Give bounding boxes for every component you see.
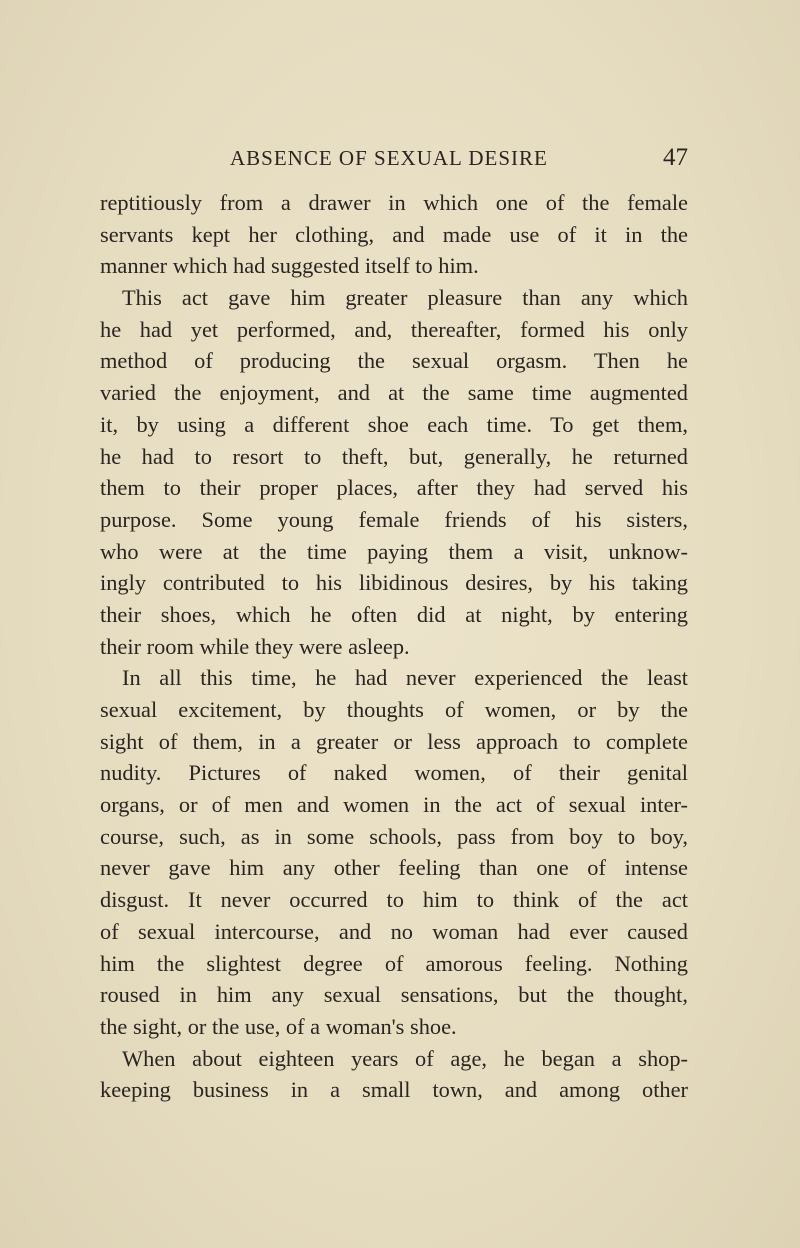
text-line: roused in him any sexual sensations, but the thought, bbox=[100, 982, 688, 1008]
text-line: reptitiously from a drawer in which one of the female bbox=[100, 190, 688, 215]
text-line: them to their proper places, after they had served his bbox=[100, 475, 688, 501]
text-line: This act gave him greater pleasure than any which bbox=[122, 285, 688, 311]
running-head: ABSENCE OF SEXUAL DESIRE bbox=[230, 146, 548, 170]
text-line: disgust. It never occurred to him to think of the act bbox=[100, 887, 688, 913]
text-line: nudity. Pictures of naked women, of their genital bbox=[100, 760, 688, 786]
page-header bbox=[100, 144, 688, 176]
text-line: the sight, or the use, of a woman's shoe. bbox=[100, 1013, 457, 1039]
page-number: 47 bbox=[663, 144, 688, 171]
text-line: he had yet performed, and, thereafter, formed his only bbox=[100, 316, 688, 342]
text-line: keeping business in a small town, and among other bbox=[100, 1077, 688, 1103]
text-line: him the slightest degree of amorous feeling. Nothing bbox=[100, 950, 688, 976]
text-line: organs, or of men and women in the act of sexual inter- bbox=[100, 792, 688, 818]
text-line: who were at the time paying them a visit, unknow- bbox=[100, 538, 688, 564]
text-line: course, such, as in some schools, pass from boy to boy, bbox=[100, 823, 688, 849]
text-line: In all this time, he had never experienced the least bbox=[122, 665, 688, 691]
text-line: servants kept her clothing, and made use of it in the bbox=[100, 221, 688, 247]
text-line: ingly contributed to his libidinous desires, by his taking bbox=[100, 570, 688, 596]
text-line: of sexual intercourse, and no woman had ever caused bbox=[100, 918, 688, 944]
text-line: When about eighteen years of age, he began a shop- bbox=[122, 1045, 688, 1071]
text-line: manner which had suggested itself to him. bbox=[100, 253, 479, 279]
text-line: sight of them, in a greater or less approach to complete bbox=[100, 728, 688, 754]
text-line: their room while they were asleep. bbox=[100, 633, 410, 659]
body-text bbox=[100, 187, 688, 1106]
text-line: purpose. Some young female friends of his sisters, bbox=[100, 506, 688, 532]
text-line: sexual excitement, by thoughts of women, or by the bbox=[100, 697, 688, 722]
text-line: he had to resort to theft, but, generally, he returned bbox=[100, 443, 688, 469]
text-line: never gave him any other feeling than one of intense bbox=[100, 855, 688, 881]
text-line: method of producing the sexual orgasm. Then he bbox=[100, 348, 688, 374]
text-line: their shoes, which he often did at night, by entering bbox=[100, 601, 688, 627]
text-line: varied the enjoyment, and at the same time augmented bbox=[100, 380, 688, 406]
text-line: it, by using a different shoe each time. To get them, bbox=[100, 411, 688, 437]
